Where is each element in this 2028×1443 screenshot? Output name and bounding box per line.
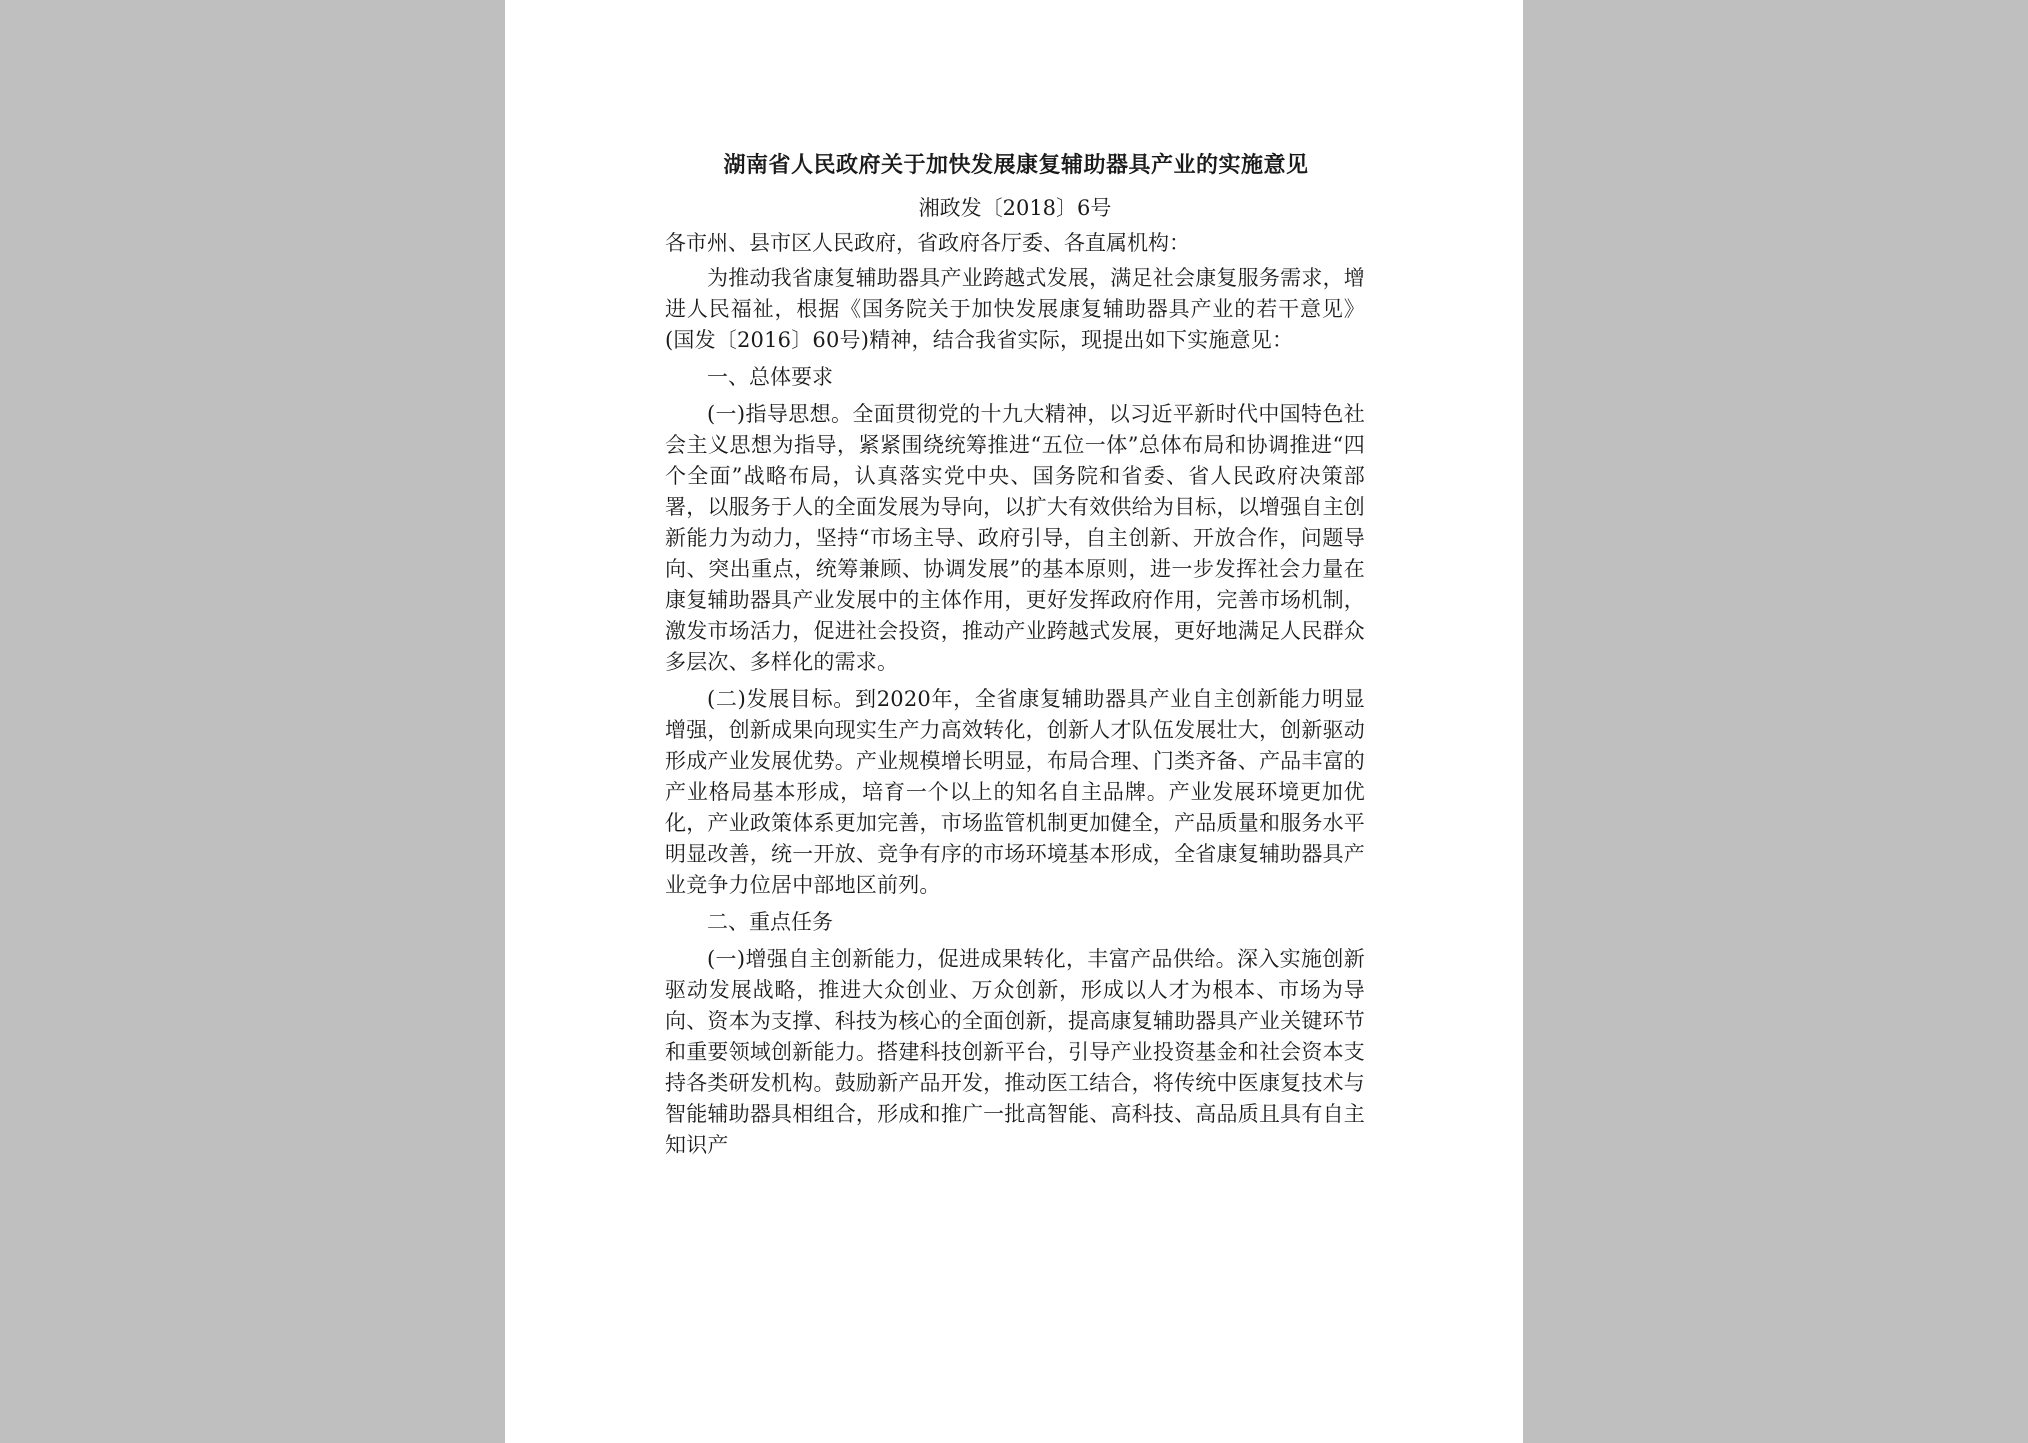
document-number: 湘政发〔2018〕6号 (918, 196, 1112, 220)
paragraph-innovation: (一)增强自主创新能力，促进成果转化，丰富产品供给。深入实施创新驱动发展战略，推进大众创业、万众创新，形成以人才为根本、市场为导向、资本为支撑、科技为核心的全面创新，提高康复辅助器具产业关键环节和重要领域创新能力。搭建科技创新平台，引导产业投资基金和社会资本支持各类研发机构。鼓励新产品开发，推动医工结合，将传统中医康复技术与智能辅助器具相组合，形成和推广一批高智能、高科技、高品质且具有自主知识产 (665, 947, 1365, 1157)
document-addressee: 各市州、县市区人民政府，省政府各厅委、各直属机构： (665, 231, 1190, 255)
document-page (505, 0, 1523, 1443)
intro-paragraph: 为推动我省康复辅助器具产业跨越式发展，满足社会康复服务需求，增进人民福祉，根据《国务院关于加快发展康复辅助器具产业的若干意见》(国发〔2016〕60号)精神，结合我省实际，现提出如下实施意见： (665, 266, 1365, 352)
section-heading-key-tasks: 二、重点任务 (707, 910, 833, 934)
paragraph-guiding-ideology: (一)指导思想。全面贯彻党的十九大精神，以习近平新时代中国特色社会主义思想为指导，紧紧围绕统筹推进“五位一体”总体布局和协调推进“四个全面”战略布局，认真落实党中央、国务院和省委、省人民政府决策部署，以服务于人的全面发展为导向，以扩大有效供给为目标，以增强自主创新能力为动力，坚持“市场主导、政府引导，自主创新、开放合作，问题导向、突出重点，统筹兼顾、协调发展”的基本原则，进一步发挥社会力量在康复辅助器具产业发展中的主体作用，更好发挥政府作用，完善市场机制，激发市场活力，促进社会投资，推动产业跨越式发展，更好地满足人民群众多层次、多样化的需求。 (665, 402, 1365, 674)
document-body (665, 142, 1365, 1167)
section-heading-general-requirements: 一、总体要求 (707, 365, 833, 389)
document-title: 湖南省人民政府关于加快发展康复辅助器具产业的实施意见 (723, 152, 1309, 178)
paragraph-development-goals: (二)发展目标。到2020年，全省康复辅助器具产业自主创新能力明显增强，创新成果向现实生产力高效转化，创新人才队伍发展壮大，创新驱动形成产业发展优势。产业规模增长明显，布局合理、门类齐备、产品丰富的产业格局基本形成，培育一个以上的知名自主品牌。产业发展环境更加优化，产业政策体系更加完善，市场监管机制更加健全，产品质量和服务水平明显改善，统一开放、竞争有序的市场环境基本形成，全省康复辅助器具产业竞争力位居中部地区前列。 (665, 687, 1365, 897)
